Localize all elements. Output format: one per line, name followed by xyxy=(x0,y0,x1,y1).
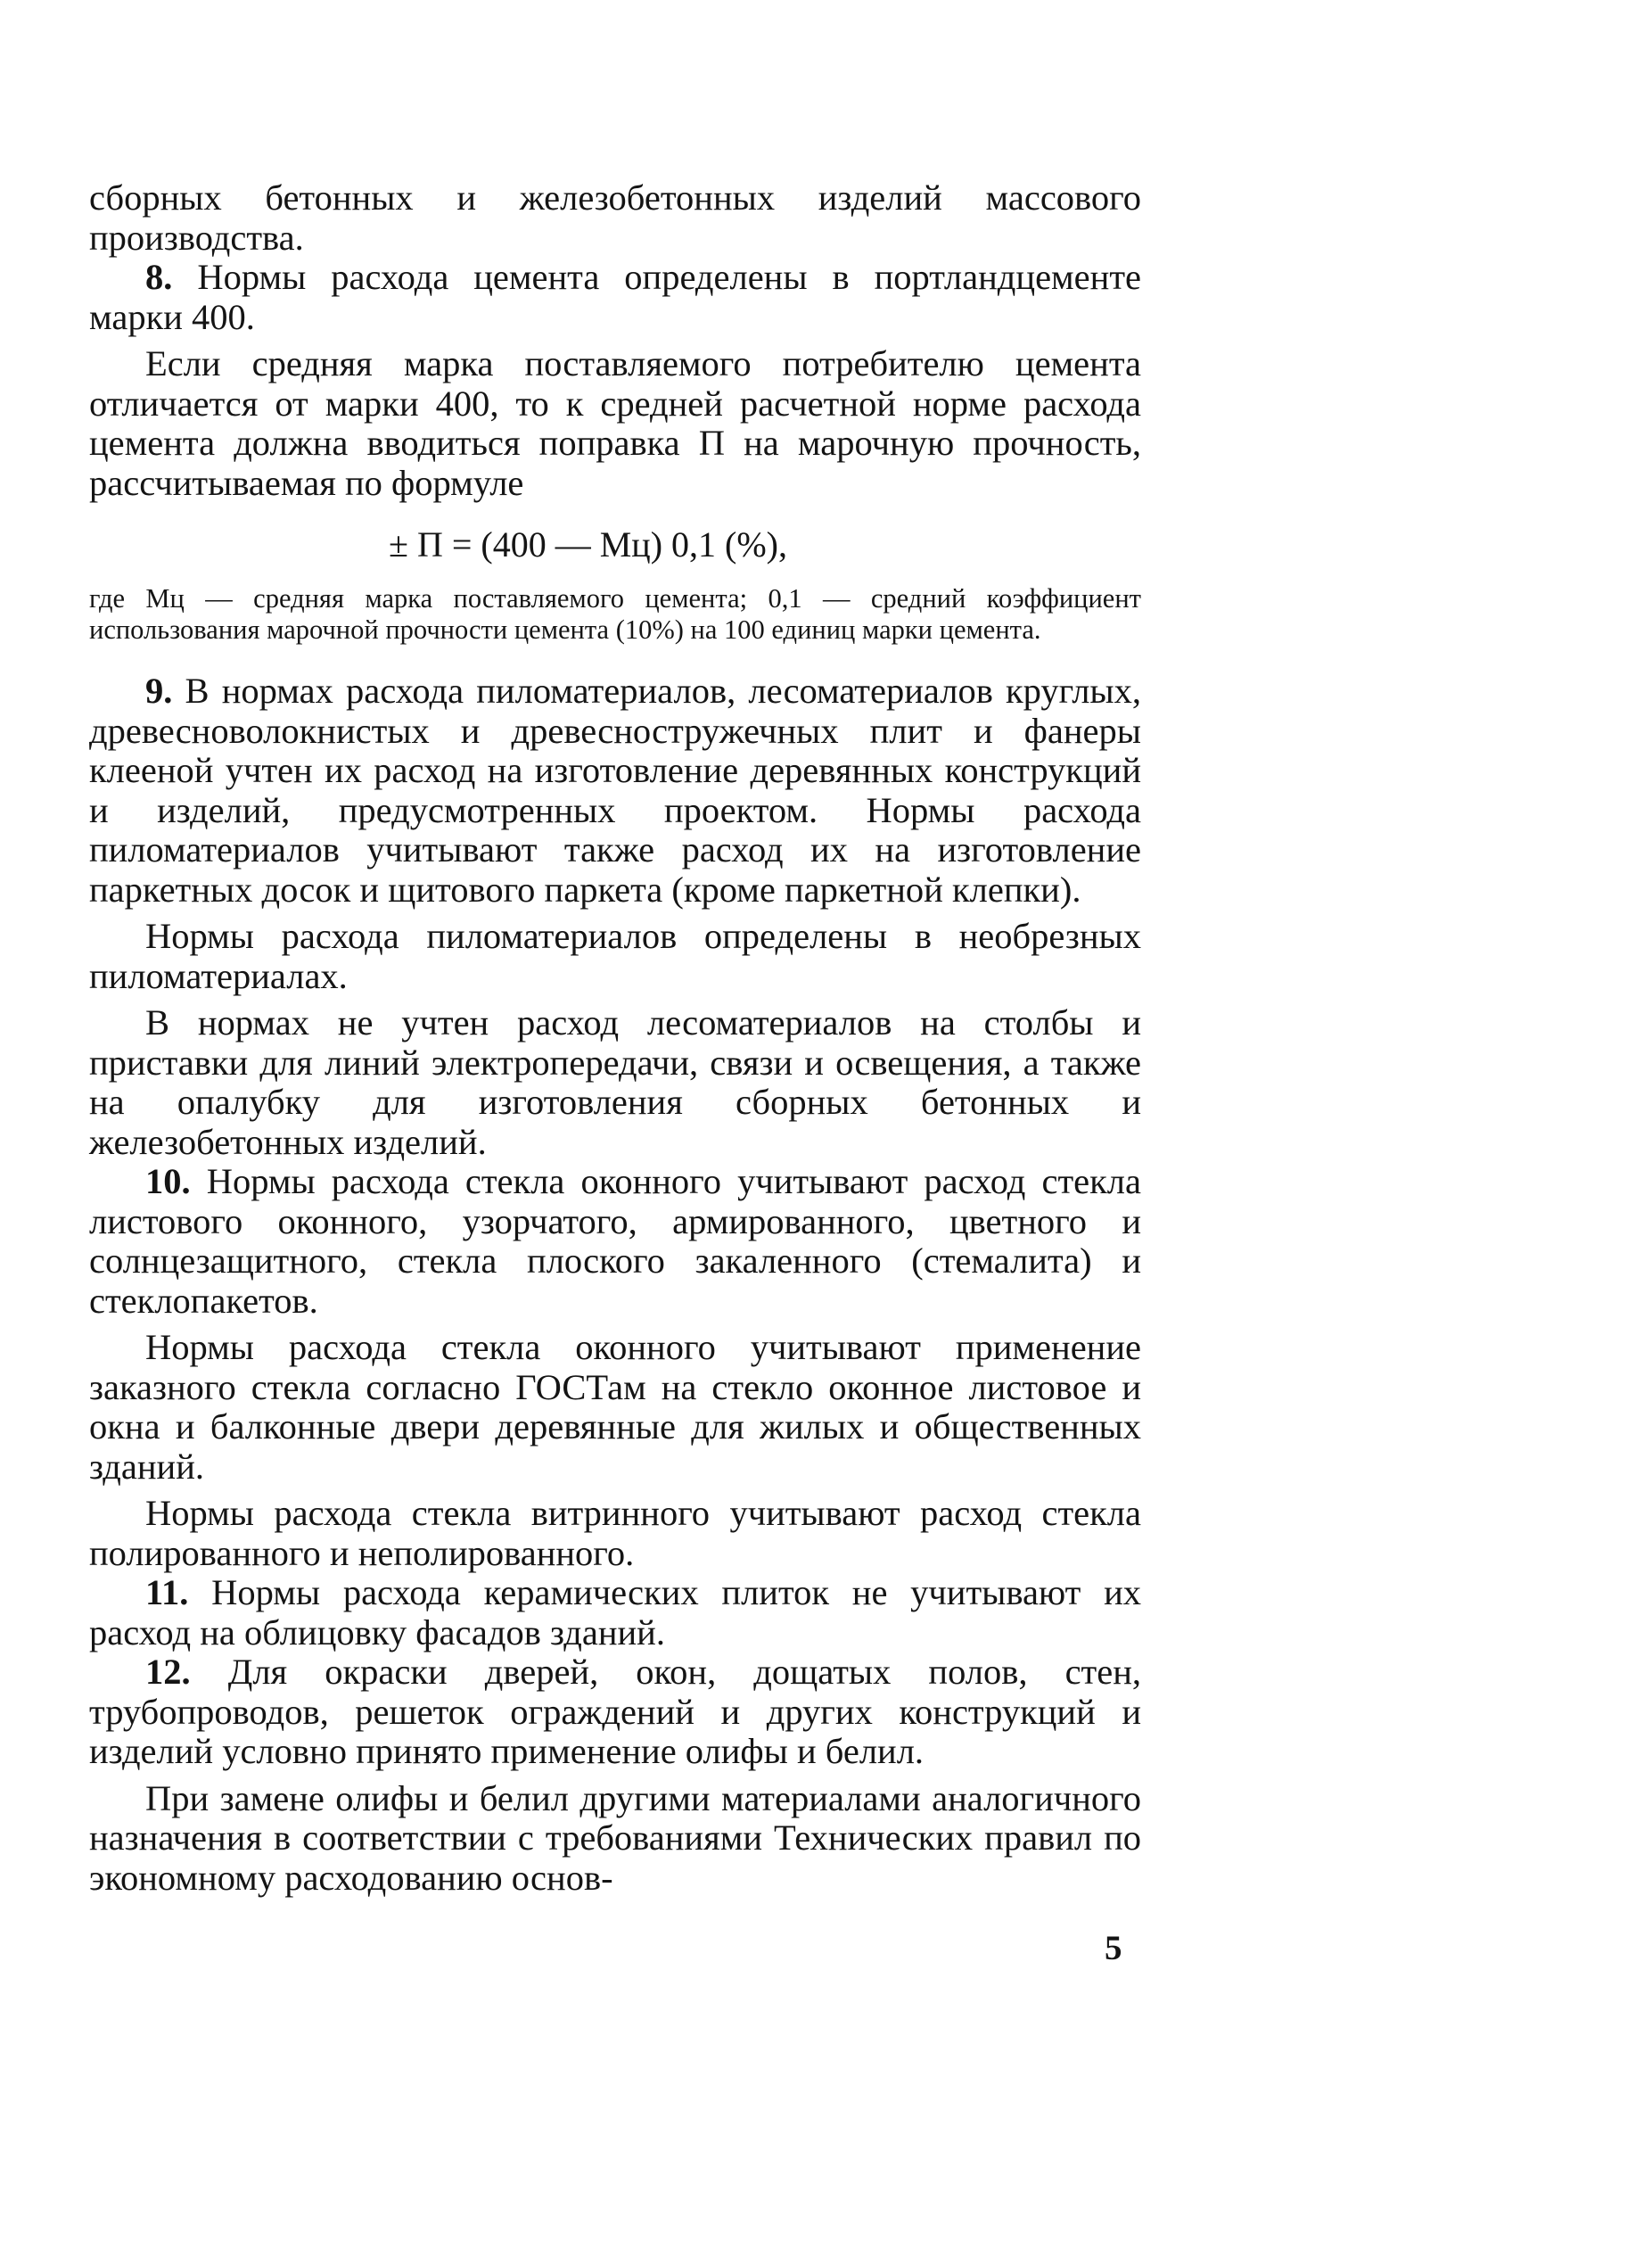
paragraph-12 xyxy=(89,1652,1141,1772)
paragraph-10-text: Нормы расхода стекла оконного учитывают расход стекла листового оконного, узорчатого, армированного, цветного и солнцезащитного, стекла плоского закаленного (стемалита) и стеклопакетов. xyxy=(89,1161,1141,1321)
paragraph-11 xyxy=(89,1573,1141,1652)
paragraph-9-text: В нормах расхода пиломатериалов, лесоматериалов круглых, древесноволокнистых и древесностружечных плит и фанеры клееной учтен их расход на изготовление деревянных конструкций и изделий, предусмотренных проектом. Нормы расхода пиломатериалов учитывают также расход их на изготовление паркетных досок и щитового паркета (кроме паркетной клепки). xyxy=(89,671,1141,910)
paragraph-intro: сборных бетонных и железобетонных изделий массового производства. xyxy=(89,177,1141,258)
item-number-8: 8. xyxy=(145,257,173,297)
paragraph-8 xyxy=(89,258,1141,337)
paragraph-10-shop: Нормы расхода стекла витринного учитывают расход стекла полированного и неполированного. xyxy=(89,1493,1141,1573)
paragraph-11-text: Нормы расхода керамических плиток не учитывают их расход на облицовку фасадов зданий. xyxy=(89,1572,1142,1652)
paragraph-12-replace: При замене олифы и белил другими материалами аналогичного назначения в соответствии с требованиями Технических правил по экономному расходованию основ- xyxy=(89,1777,1141,1898)
item-number-11: 11. xyxy=(145,1572,189,1612)
paragraph-12-text: Для окраски дверей, окон, дощатых полов, стен, трубопроводов, решеток ограждений и других конструкций и изделий условно принято применение олифы и белил. xyxy=(89,1652,1142,1771)
document-page xyxy=(89,178,1141,1898)
paragraph-9-excluded: В нормах не учтен расход лесоматериалов на столбы и приставки для линий электропередачи, связи и освещения, а также на опалубку для изготовления сборных бетонных и железобетонных изделий. xyxy=(89,1002,1141,1162)
item-number-12: 12. xyxy=(145,1652,191,1692)
paragraph-10-gost: Нормы расхода стекла оконного учитывают применение заказного стекла согласно ГОСТам на стекло оконное листовое и окна и балконные двери деревянные для жилых и общественных зданий. xyxy=(89,1327,1141,1487)
formula-note: где Мц — средняя марка поставляемого цемента; 0,1 — средний коэффициент использования марочной прочности цемента (10%) на 100 единиц марки цемента. xyxy=(89,583,1141,645)
paragraph-9 xyxy=(89,672,1141,910)
item-number-9: 9. xyxy=(145,671,173,711)
formula: ± П = (400 — Мц) 0,1 (%), xyxy=(389,524,787,565)
page-number: 5 xyxy=(1105,1929,1122,1967)
paragraph-8-correction: Если средняя марка поставляемого потребителю цемента отличается от марки 400, то к средней расчетной норме расхода цемента должна вводиться поправка П на марочную прочность, рассчитываемая по формуле xyxy=(89,343,1141,503)
paragraph-9-unedged: Нормы расхода пиломатериалов определены в необрезных пиломатериалах. xyxy=(89,916,1141,996)
paragraph-10 xyxy=(89,1162,1141,1321)
paragraph-8-text: Нормы расхода цемента определены в портландцементе марки 400. xyxy=(89,257,1141,337)
item-number-10: 10. xyxy=(145,1161,191,1201)
